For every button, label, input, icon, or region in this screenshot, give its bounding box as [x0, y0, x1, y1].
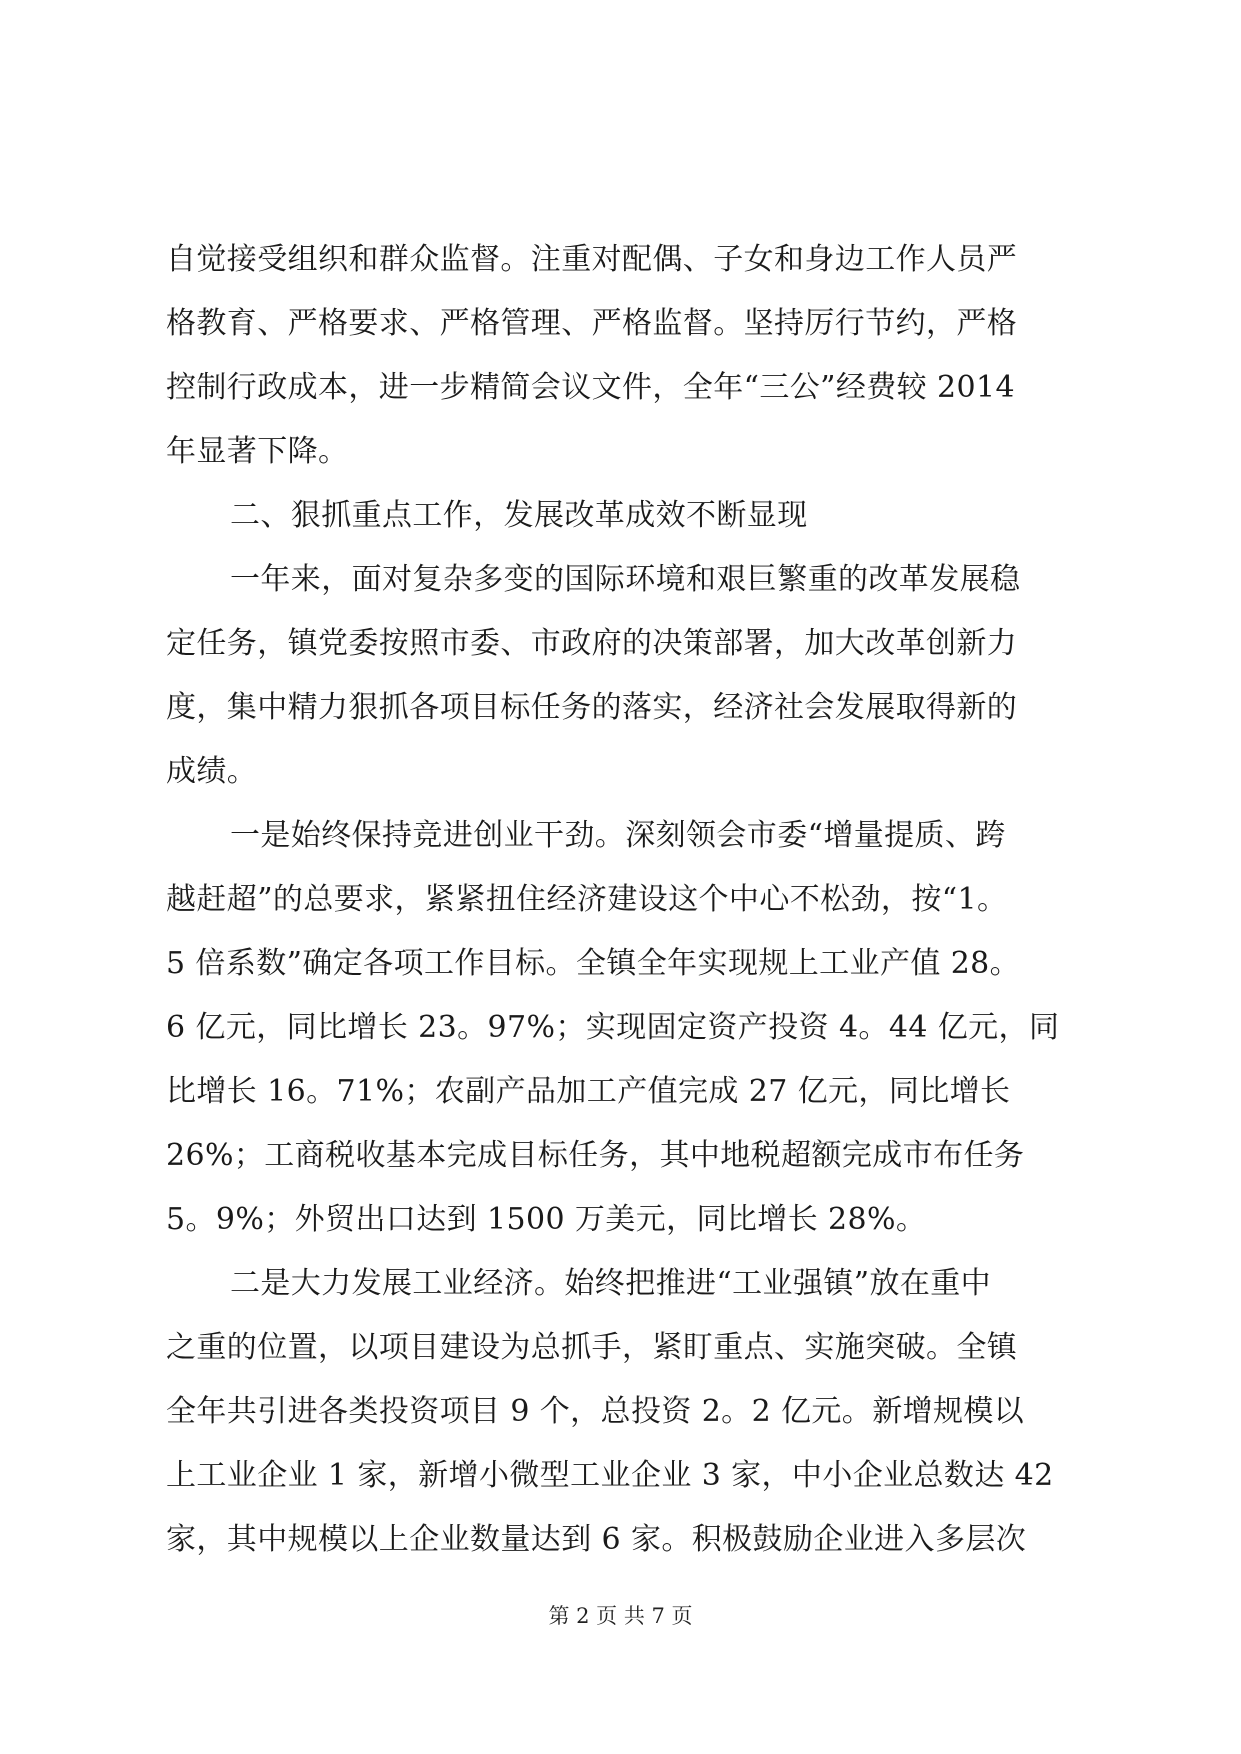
document-body	[166, 228, 1086, 1572]
text-line: 6 亿元，同比增长 23。97%；实现固定资产投资 4。44 亿元，同	[166, 1010, 1060, 1045]
text-line: 26%；工商税收基本完成目标任务，其中地税超额完成市布任务	[166, 1138, 1025, 1173]
text-line: 越赶超”的总要求，紧紧扭住经济建设这个中心不松劲，按“1。	[166, 882, 1008, 917]
text-line: 全年共引进各类投资项目 9 个，总投资 2。2 亿元。新增规模以	[166, 1394, 1025, 1429]
text-line: 度，集中精力狠抓各项目标任务的落实，经济社会发展取得新的	[166, 690, 1018, 725]
paragraph-start: 一年来，面对复杂多变的国际环境和艰巨繁重的改革发展稳	[230, 562, 1021, 597]
text-line: 5 倍系数”确定各项工作目标。全镇全年实现规上工业产值 28。	[166, 946, 1021, 981]
text-line: 格教育、严格要求、严格管理、严格监督。坚持厉行节约，严格	[166, 306, 1018, 341]
text-line: 年显著下降。	[166, 434, 349, 469]
text-line: 控制行政成本，进一步精简会议文件，全年“三公”经费较 2014	[166, 370, 1015, 405]
paragraph-start: 二是大力发展工业经济。始终把推进“工业强镇”放在重中	[230, 1266, 992, 1301]
text-line: 定任务，镇党委按照市委、市政府的决策部署，加大改革创新力	[166, 626, 1018, 661]
text-line: 自觉接受组织和群众监督。注重对配偶、子女和身边工作人员严	[166, 242, 1018, 277]
text-line: 之重的位置，以项目建设为总抓手，紧盯重点、实施突破。全镇	[166, 1330, 1018, 1365]
text-line: 家，其中规模以上企业数量达到 6 家。积极鼓励企业进入多层次	[166, 1522, 1027, 1557]
section-heading: 二、狠抓重点工作，发展改革成效不断显现	[230, 498, 808, 533]
paragraph-start: 一是始终保持竞进创业干劲。深刻领会市委“增量提质、跨	[230, 818, 1006, 853]
text-line: 5。9%；外贸出口达到 1500 万美元，同比增长 28%。	[166, 1202, 927, 1237]
text-line: 上工业企业 1 家，新增小微型工业企业 3 家，中小企业总数达 42	[166, 1458, 1054, 1493]
page-number-footer: 第 2 页 共 7 页	[548, 1604, 693, 1628]
text-line: 比增长 16。71%；农副产品加工产值完成 27 亿元，同比增长	[166, 1074, 1011, 1109]
text-line: 成绩。	[166, 754, 258, 789]
